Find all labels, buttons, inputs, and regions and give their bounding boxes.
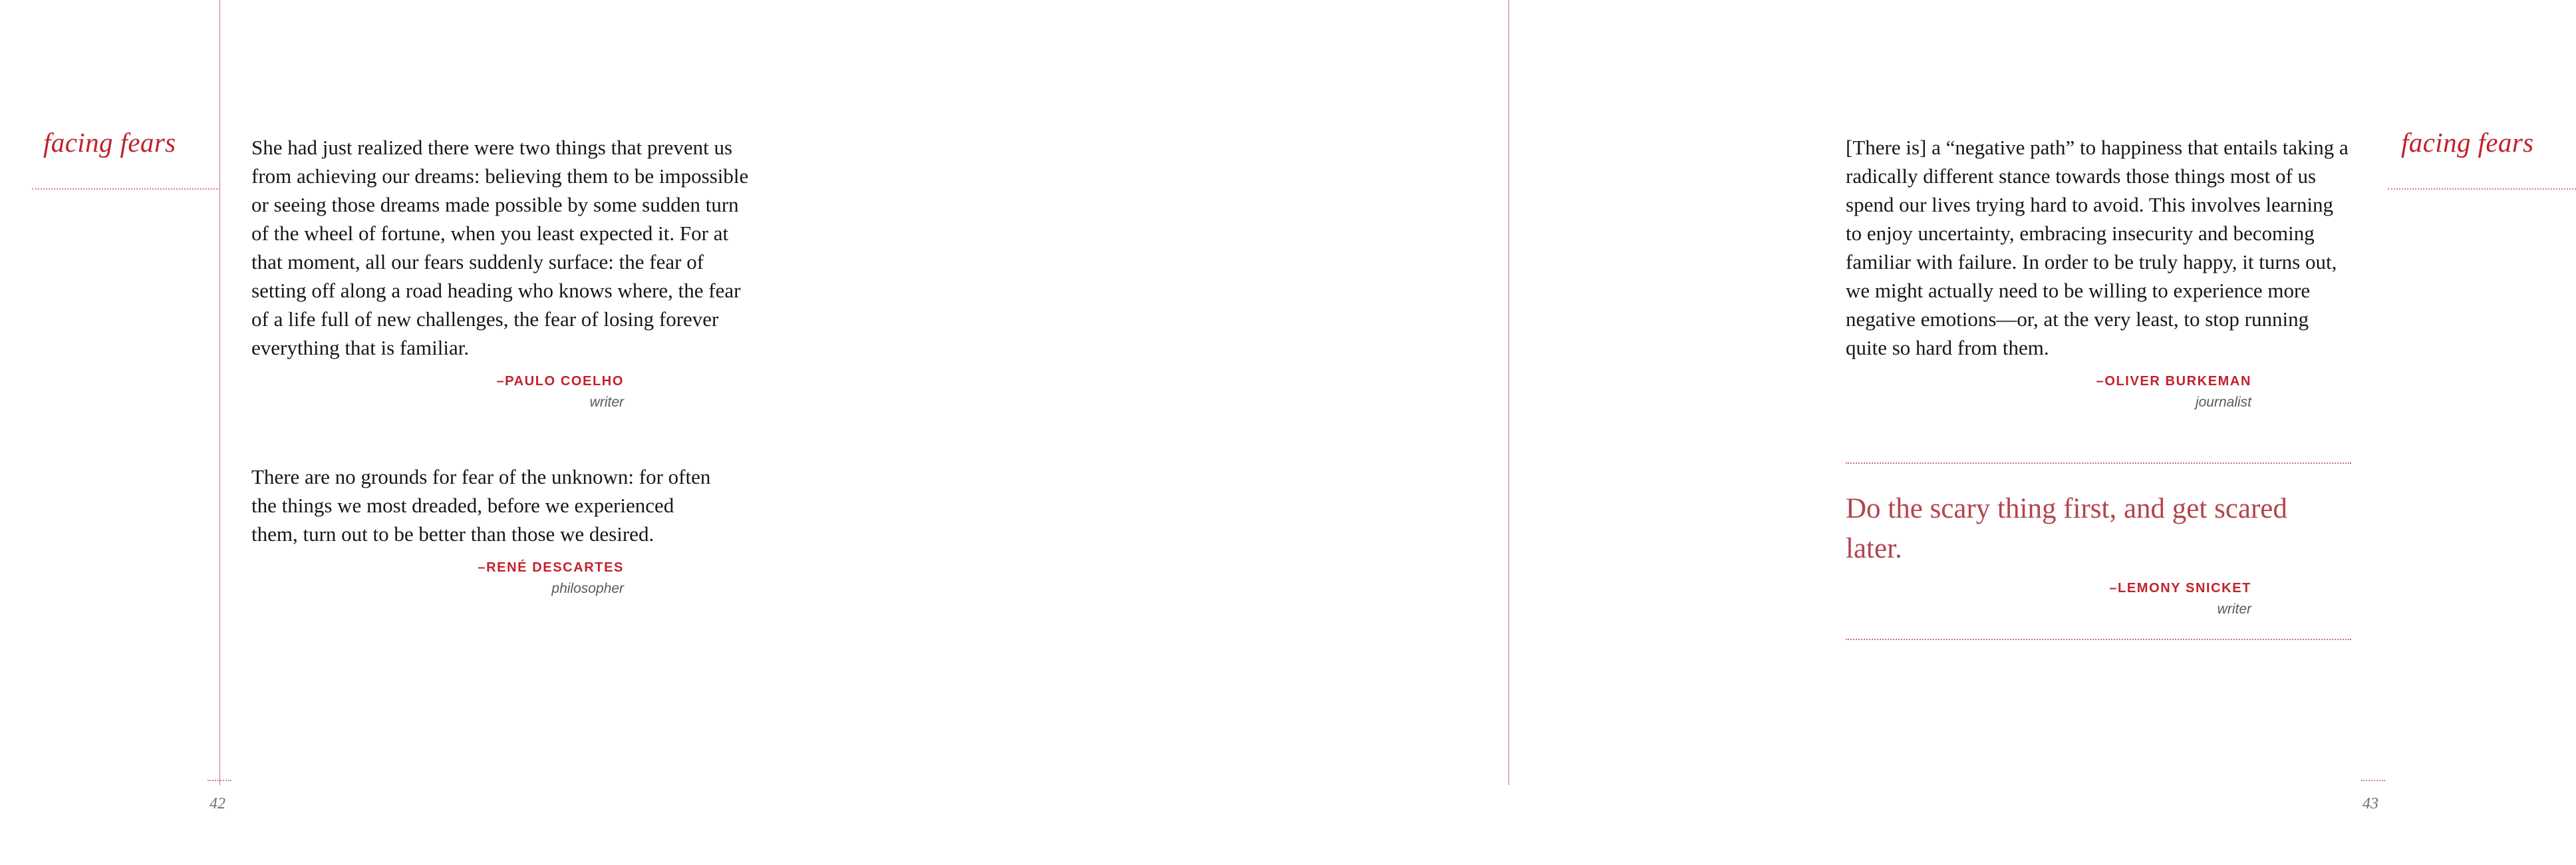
running-head-rule-right: [2388, 188, 2576, 190]
page-number-left: 42: [210, 795, 225, 812]
attribution-author: –PAULO COELHO: [496, 374, 624, 389]
running-head-right: facing fears: [2401, 127, 2534, 158]
page-left: [0, 0, 865, 865]
folio-rule-left: [208, 780, 231, 781]
running-head-rule-left: [32, 188, 220, 190]
attribution-role: writer: [2217, 602, 2251, 617]
page-number-right: 43: [2362, 795, 2378, 812]
text-column-right: [1846, 133, 2351, 640]
pullquote-spacer: [1846, 617, 2351, 639]
folio-rule-right: [2361, 780, 2385, 781]
quote-text: [There is] a “negative path” to happiness that entails taking a radically different stance towards those things most of us spend our lives trying hard to avoid. This involves learning to enjoy uncertainty, embracing insecurity and becoming familiar with failure. In order to be truly happy, it turns out, we might actually need to be willing to experience more negative emotions—or, at the very least, to stop running quite so hard from them.: [1846, 136, 2349, 359]
quote-text: She had just realized there were two things that prevent us from achieving our dreams: believing them to be impossible or seeing those dreams made possible by some sudden turn of the wheel of fortune, when you least expected it. For at that moment, all our fears suddenly surface: the fear of setting off along a road heading who knows where, the fear of a life full of new challenges, the fear of losing forever everything that is familiar.: [251, 136, 749, 359]
quote-spacer: [1846, 411, 2351, 462]
quote-block: [251, 462, 757, 597]
text-column-left: [251, 133, 757, 597]
quote-block: [251, 133, 757, 411]
quote-spacer: [251, 411, 757, 462]
quote-attribution: [251, 374, 624, 411]
pullquote-attribution: [1846, 581, 2251, 617]
attribution-role: philosopher: [551, 581, 624, 596]
attribution-role: writer: [589, 395, 624, 410]
running-head-left: facing fears: [43, 127, 176, 158]
attribution-author: –LEMONY SNICKET: [2109, 581, 2251, 596]
quote-block: [1846, 133, 2351, 411]
pullquote-rule-top: [1846, 462, 2351, 464]
quote-attribution: [251, 560, 624, 597]
attribution-author: –OLIVER BURKEMAN: [2096, 374, 2251, 389]
page-right: [865, 0, 2534, 865]
pullquote-rule-bottom: [1846, 639, 2351, 640]
attribution-author: –RENÉ DESCARTES: [478, 560, 624, 575]
pullquote-block: [1846, 489, 2351, 617]
quote-text: There are no grounds for fear of the unknown: for often the things we most dreaded, before we experienced them, turn out to be better than those we desired.: [251, 465, 711, 546]
quote-attribution: [1846, 374, 2251, 411]
pullquote-text: Do the scary thing first, and get scared later.: [1846, 493, 2287, 564]
attribution-role: journalist: [2195, 395, 2251, 410]
